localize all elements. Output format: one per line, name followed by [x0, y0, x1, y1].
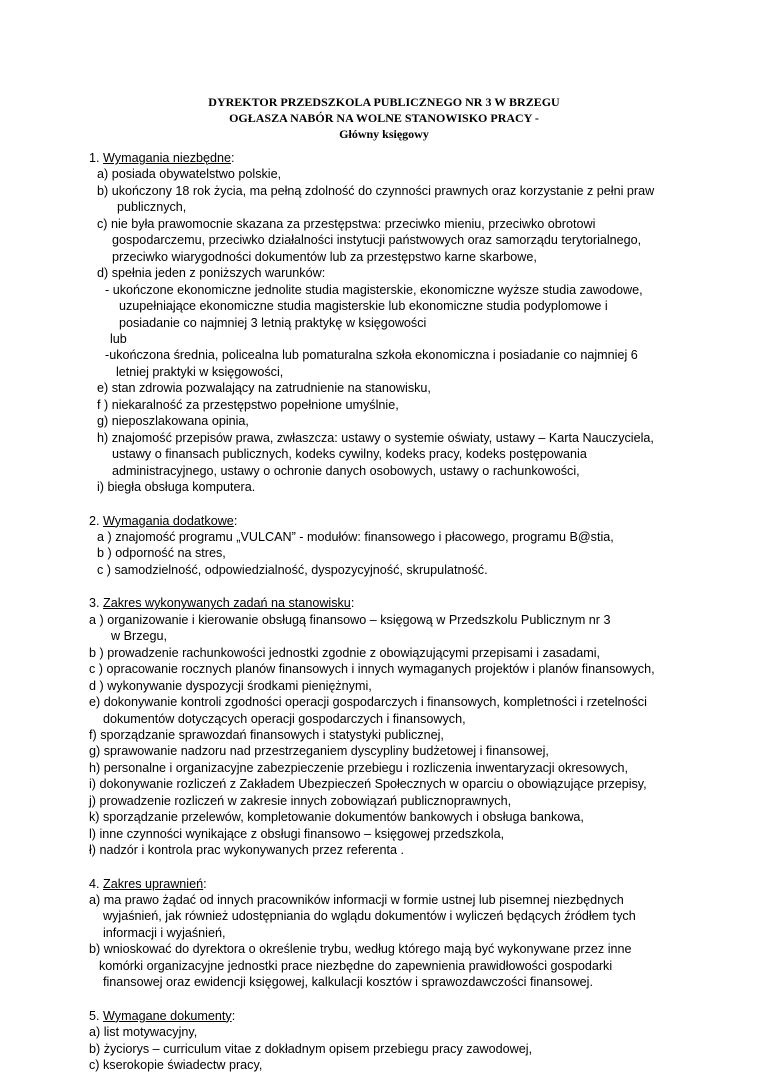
header-line-1: DYREKTOR PRZEDSZKOLA PUBLICZNEGO NR 3 W BRZEGU	[208, 95, 560, 109]
announcement-header	[0, 94, 768, 142]
list-item: b) ukończony 18 rok życia, ma pełną zdolność do czynności prawnych oraz korzystanie z pełni praw	[97, 183, 655, 198]
list-item: lub	[110, 331, 127, 346]
list-item-continuation: przeciwko wiarygodności dokumentów lub za przestępstwo karne skarbowe,	[112, 249, 537, 264]
list-item: h) personalne i organizacyjne zabezpieczenie przebiegu i rozliczenia inwentaryzacji okresowych,	[89, 760, 629, 775]
list-item: k) sporządzanie przelewów, kompletowanie dokumentów bankowych i obsługa bankowa,	[89, 810, 584, 825]
list-item: i) dokonywanie rozliczeń z Zakładem Ubezpieczeń Społecznych w oparciu o obowiązujące przepisy,	[89, 777, 647, 792]
list-item-continuation: informacji i wyjaśnień,	[103, 925, 226, 940]
list-item: c) nie była prawomocnie skazana za przestępstwa: przeciwko mieniu, przeciwko obrotowi	[97, 216, 596, 231]
list-item-continuation: posiadanie co najmniej 3 letnią praktykę w księgowości	[119, 315, 427, 330]
list-item-continuation: w Brzegu,	[111, 629, 167, 644]
list-item: g) nieposzlakowana opinia,	[97, 414, 249, 429]
list-item: f) sporządzanie sprawozdań finansowych i statystyki publicznej,	[89, 727, 444, 742]
section-2-heading: 2. Wymagania dodatkowe:	[89, 513, 238, 528]
list-item-continuation: letniej praktyki w księgowości,	[116, 364, 284, 379]
list-item-continuation: uzupełniające ekonomiczne studia magisterskie lub ekonomiczne studia podyplomowe i	[119, 299, 608, 314]
list-item-continuation: ustawy o finansach publicznych, kodeks cywilny, kodeks pracy, kodeks postępowania	[112, 447, 587, 462]
list-item-continuation: administracyjnego, ustawy o ochronie danych osobowych, ustawy o rachunkowości,	[112, 463, 580, 478]
list-item: j) prowadzenie rozliczeń w zakresie innych zobowiązań publicznoprawnych,	[89, 793, 512, 808]
list-item-continuation: wyjaśnień, jak również udostępniania do wglądu dokumentów i wyliczeń będących źródłem tych	[103, 909, 636, 924]
spacer	[89, 578, 739, 595]
list-item: -ukończona średnia, policealna lub pomaturalna szkoła ekonomiczna i posiadanie co najmniej 6	[105, 348, 638, 363]
section-1-heading: 1. Wymagania niezbędne:	[89, 151, 235, 165]
list-item: i) biegła obsługa komputera.	[97, 480, 256, 495]
list-item-continuation: gospodarczemu, przeciwko działalności instytucji państwowych oraz samorządu terytorialnego,	[112, 233, 642, 248]
list-item: d ) wykonywanie dyspozycji środkami pieniężnymi,	[89, 678, 372, 693]
spacer	[89, 991, 739, 1008]
list-item: g) sprawowanie nadzoru nad przestrzeganiem dyscypliny budżetowej i finansowej,	[89, 744, 549, 759]
list-item: b ) prowadzenie rachunkowości jednostki zgodnie z obowiązującymi przepisami i zasadami,	[89, 645, 600, 660]
list-item: b ) odporność na stres,	[97, 546, 226, 561]
list-item: a) ma prawo żądać od innych pracowników informacji w formie ustnej lub pisemnej niezbędnych	[89, 893, 624, 908]
list-item: e) stan zdrowia pozwalający na zatrudnienie na stanowisku,	[97, 381, 431, 396]
list-item: b) życiorys – curriculum vitae z dokładnym opisem przebiegu pracy zawodowej,	[89, 1041, 533, 1056]
list-item: a ) znajomość programu „VULCAN” - modułów: finansowego i płacowego, programu B@stia,	[97, 529, 614, 544]
spacer	[89, 859, 739, 876]
list-item: h) znajomość przepisów prawa, zwłaszcza: ustawy o systemie oświaty, ustawy – Karta Nauczyciela,	[97, 430, 654, 445]
section-5-heading: 5. Wymagane dokumenty:	[89, 1008, 236, 1023]
document-body	[89, 150, 739, 1074]
spacer	[89, 496, 739, 513]
list-item-continuation: finansowej oraz ewidencji księgowej, kalkulacji kosztów i sprawozdawczości finansowej.	[103, 975, 593, 990]
list-item-continuation: dokumentów dotyczących operacji gospodarczych i finansowych,	[103, 711, 466, 726]
list-item: a ) organizowanie i kierowanie obsługą finansowo – księgową w Przedszkolu Publicznym nr 3	[89, 612, 611, 627]
list-item-continuation: komórki organizacyjne jednostki prace niezbędne do zapewnienia prawidłowości gospodarki	[99, 958, 613, 973]
list-item: e) dokonywanie kontroli zgodności operacji gospodarczych i finansowych, kompletności i rzetelności	[89, 695, 647, 710]
list-item: b) wnioskować do dyrektora o określenie trybu, według którego mają być wykonywane przez inne	[89, 942, 632, 957]
list-item: - ukończone ekonomiczne jednolite studia magisterskie, ekonomiczne wyższe studia zawodowe,	[105, 282, 643, 297]
header-line-3: Główny księgowy	[339, 127, 429, 141]
list-item: l) inne czynności wynikające z obsługi finansowo – księgowej przedszkola,	[89, 826, 505, 841]
list-item: ł) nadzór i kontrola prac wykonywanych przez referenta .	[89, 843, 404, 858]
header-line-2: OGŁASZA NABÓR NA WOLNE STANOWISKO PRACY -	[229, 111, 539, 125]
list-item: c ) samodzielność, odpowiedzialność, dyspozycyjność, skrupulatność.	[97, 562, 488, 577]
list-item: a) list motywacyjny,	[89, 1025, 198, 1040]
list-item-continuation: publicznych,	[117, 200, 187, 215]
list-item: a) posiada obywatelstwo polskie,	[97, 167, 282, 182]
section-3-heading: 3. Zakres wykonywanych zadań na stanowisku:	[89, 596, 355, 611]
list-item: c) kserokopie świadectw pracy,	[89, 1058, 263, 1073]
list-item: f ) niekaralność za przestępstwo popełnione umyślnie,	[97, 397, 399, 412]
section-4-heading: 4. Zakres uprawnień:	[89, 876, 207, 891]
list-item: c ) opracowanie rocznych planów finansowych i innych wymaganych projektów i planów finansowych,	[89, 662, 655, 677]
list-item: d) spełnia jeden z poniższych warunków:	[97, 266, 326, 281]
